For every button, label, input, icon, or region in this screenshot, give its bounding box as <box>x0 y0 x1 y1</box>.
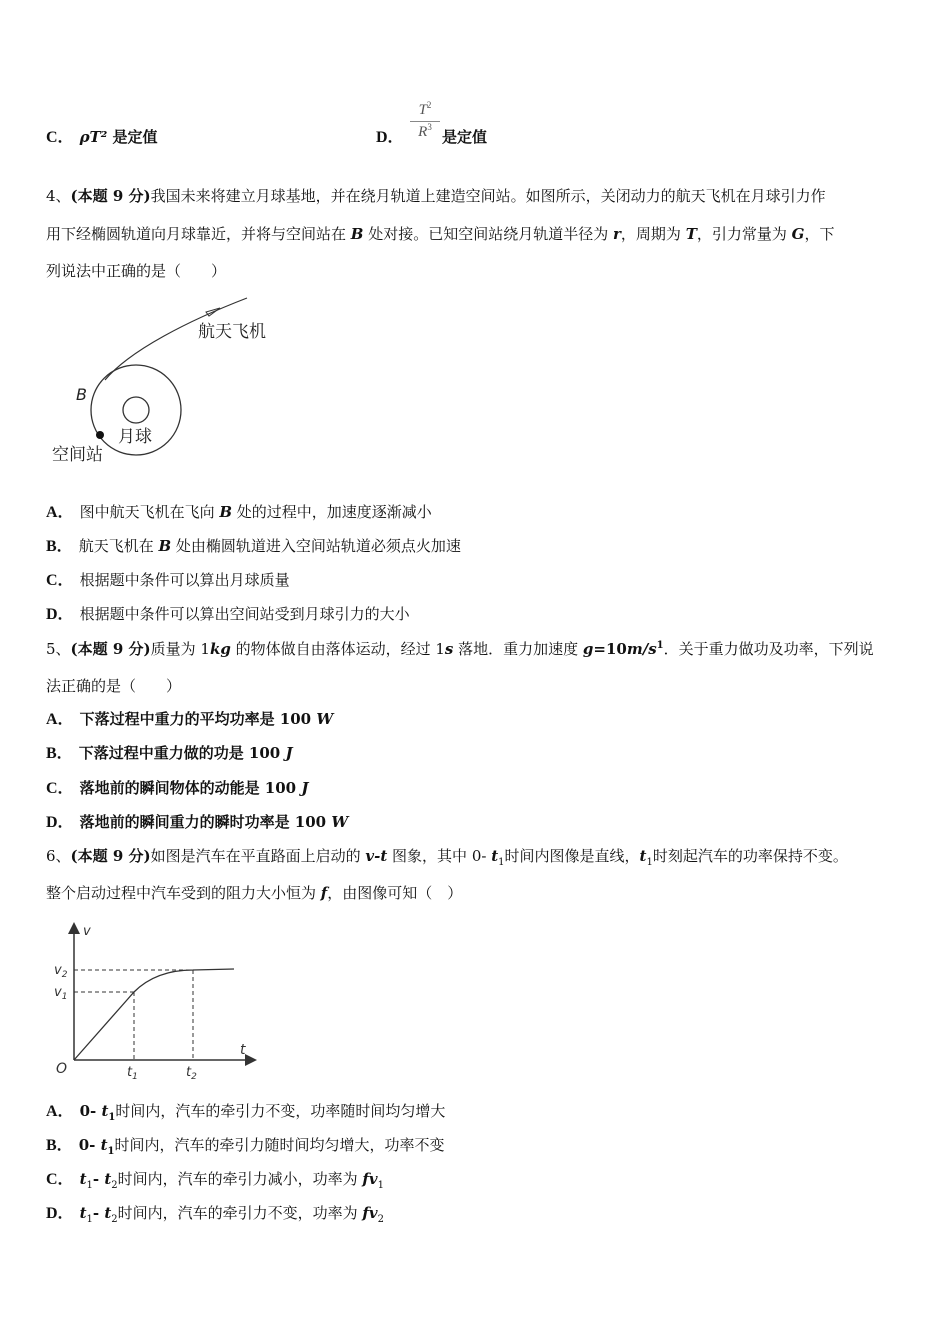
tick-t2: $t_2$ <box>186 1065 197 1080</box>
q5-option-b[interactable]: B． 下落过程中重力做的功是 100 J <box>46 744 293 762</box>
q4-option-b[interactable]: B． 航天飞机在 B 处由椭圆轨道进入空间站轨道必须点火加速 <box>46 537 461 555</box>
q6-option-b[interactable]: B． 0- $t_1$时间内，汽车的牵引力随时间均匀增大，功率不变 <box>46 1136 445 1157</box>
q4-stem-line3: 列说法中正确的是（ ） <box>46 262 227 280</box>
q4-option-d[interactable]: D． 根据题中条件可以算出空间站受到月球引力的大小 <box>46 605 410 623</box>
tick-v2: $v_2$ <box>54 963 68 980</box>
q3-option-d: D． <box>376 129 404 146</box>
q5-option-d[interactable]: D． 落地前的瞬间重力的瞬时功率是 100 W <box>46 813 349 831</box>
q6-stem-line1: 6、(本题 9 分)如图是汽车在平直路面上启动的 v-t 图象，其中 0- $t_1$时间内图像是直线，$t_1$时刻起汽车的功率保持不变。 <box>46 847 848 868</box>
tick-v1: $v_1$ <box>54 985 68 1002</box>
q6-option-c[interactable]: C． $t_1-$ $t_2$时间内，汽车的牵引力减小，功率为 $fv_1$ <box>46 1170 384 1191</box>
q4-option-c[interactable]: C． 根据题中条件可以算出月球质量 <box>46 571 290 589</box>
q3-option-c: C． ρT² 是定值 <box>46 128 158 146</box>
q5-option-a[interactable]: A． 下落过程中重力的平均功率是 100 W <box>46 710 334 728</box>
q6-option-d[interactable]: D． $t_1-$ $t_2$时间内，汽车的牵引力不变，功率为 $fv_2$ <box>46 1204 384 1225</box>
vt-graph <box>46 920 266 1080</box>
x-axis-label: t <box>240 1042 246 1058</box>
q5-stem-line1: 5、(本题 9 分)质量为 1kg 的物体做自由落体运动，经过 1s 落地．重力加速度 $g=10m/s^1$．关于重力做功及功率，下列说 <box>46 640 874 658</box>
moon-orbit-figure <box>40 290 300 470</box>
q4-option-a[interactable]: A． 图中航天飞机在飞向 B 处的过程中，加速度逐渐减小 <box>46 503 432 521</box>
label-B: B <box>76 385 87 404</box>
q6-option-a[interactable]: A． 0- $t_1$时间内，汽车的牵引力不变，功率随时间均匀增大 <box>46 1102 446 1123</box>
q6-stem-line2: 整个启动过程中汽车受到的阻力大小恒为 f，由图像可知（ ） <box>46 884 463 902</box>
q5-stem-line2: 法正确的是（ ） <box>46 677 182 695</box>
label-moon: 月球 <box>118 427 152 447</box>
q3-option-d-fraction: $\frac{T^2}{R^3}$ <box>410 102 440 141</box>
y-axis-label: v <box>83 924 91 939</box>
q3-option-d-text: 是定值 <box>442 128 488 146</box>
q4-stem-line2: 用下经椭圆轨道向月球靠近，并将与空间站在 B 处对接。已知空间站绕月轨道半径为 r，周期为 T，引力常量为 G，下 <box>46 225 835 243</box>
tick-t1: $t_1$ <box>127 1065 138 1080</box>
label-shuttle: 航天飞机 <box>198 322 266 342</box>
origin-label: O <box>56 1061 68 1077</box>
vt-curve <box>74 969 234 1060</box>
q4-stem-line1: 4、(本题 9 分)我国未来将建立月球基地，并在绕月轨道上建造空间站。如图所示，关闭动力的航天飞机在月球引力作 <box>46 187 826 205</box>
label-station: 空间站 <box>52 445 103 465</box>
q5-option-c[interactable]: C． 落地前的瞬间物体的动能是 100 J <box>46 779 309 797</box>
